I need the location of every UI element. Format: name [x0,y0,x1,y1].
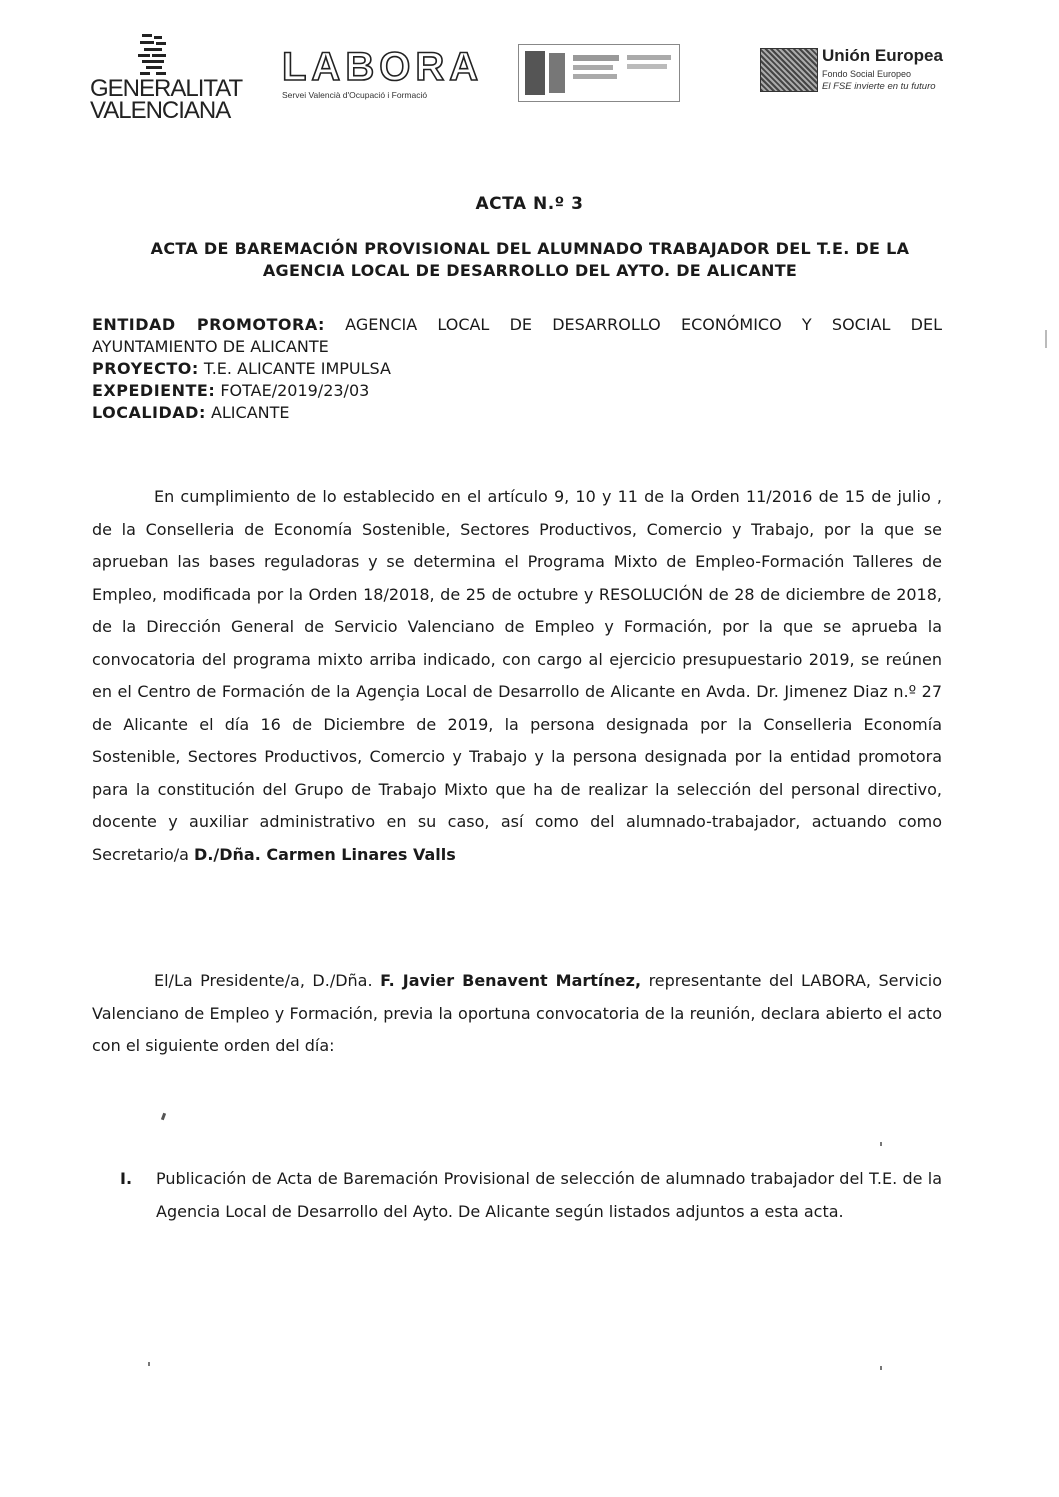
president-name: F. Javier Benavent Martínez, [380,971,642,990]
scan-mark [148,1362,150,1366]
generalitat-emblem-icon [136,32,172,76]
labora-subtitle: Servei Valencià d'Ocupació i Formació [282,90,428,100]
localidad-label: LOCALIDAD: [92,403,206,422]
localidad-value: ALICANTE [210,403,290,422]
labora-wordmark: LABORA [282,45,484,89]
scan-mark [880,1366,882,1370]
eu-flag-icon [760,48,818,92]
proyecto-value: T.E. ALICANTE IMPULSA [203,359,391,378]
ministerio-seal-icon [519,45,679,101]
secretary-name: D./Dña. Carmen Linares Valls [194,844,456,864]
title-line-2: AGENCIA LOCAL DE DESARROLLO DEL AYTO. DE ALICANTE [262,261,798,280]
expediente-value: FOTAE/2019/23/03 [220,381,370,400]
ministerio-logo [518,44,680,102]
entidad-label: ENTIDAD PROMOTORA: [92,315,325,334]
header-logos [0,28,1059,158]
eu-motto: El FSE invierte en tu futuro [822,81,936,92]
president-rest: representante del LABORA, Servicio Valenciano de Empleo y Formación, previa la oportuna convocatoria de la reunión, declara abierto el acto con el siguiente orden del día: [92,971,943,1055]
scan-mark [880,1142,882,1146]
eu-subtitle: Fondo Social Europeo [822,69,912,79]
scan-mark [161,1113,166,1121]
title-line-1: ACTA DE BAREMACIÓN PROVISIONAL DEL ALUMNADO TRABAJADOR DEL T.E. DE LA [150,239,910,258]
metadata-block [92,314,942,424]
generalitat-logo [90,32,243,124]
president-lead: El/La Presidente/a, D./Dña. [154,971,373,990]
entidad-value: AGENCIA LOCAL DE DESARROLLO ECONÓMICO Y SOCIAL DEL [345,315,942,334]
proyecto-row [92,358,942,380]
generalitat-wordmark [90,75,243,124]
scan-mark [1045,330,1047,348]
document-title [90,238,970,282]
list-item [92,1163,942,1228]
paragraph-president [92,965,942,1063]
acta-number: ACTA N.º 3 [475,194,584,214]
agenda-item-number: I. [120,1169,133,1188]
agenda-list [92,1163,942,1228]
expediente-label: EXPEDIENTE: [92,381,216,400]
entidad-value-cont: AYUNTAMIENTO DE ALICANTE [92,337,329,356]
expediente-row [92,380,942,402]
localidad-row [92,402,942,424]
labora-logo [282,45,484,100]
proyecto-label: PROYECTO: [92,359,199,378]
generalitat-line-2: VALENCIANA [90,97,231,124]
agenda-item-text: Publicación de Acta de Baremación Provisional de selección de alumnado trabajador del T.E. de la Agencia Local de Desarrollo del Ayto. De Alicante según listados adjuntos a esta acta. [156,1169,942,1221]
entidad-row [92,314,942,336]
paragraph-convocatoria [92,481,942,871]
eu-title: Unión Europea [822,46,943,65]
paragraph-convocatoria-text: En cumplimiento de lo establecido en el artículo 9, 10 y 11 de la Orden 11/2016 de 15 de julio , de la Conselleria de Economía Sostenible, Sectores Productivos, Comercio y Trabajo, por la que se aprueban las bases reguladoras y se determina el Programa Mixto de Empleo-Formación Talleres de Empleo, modificada por la Orden 18/2018, de 25 de octubre y RESOLUCIÓN de 28 de diciembre de 2018, de la Dirección General de Servicio Valenciano de Empleo y Formación, por la que se aprueba la convocatoria del programa mixto arriba indicado, con cargo al ejercicio presupuestario 2019, se reúnen en el Centro de Formación de la Agençia Local de Desarrollo de Alicante en Avda. Dr. Jimenez Diaz n.º 27 de Alicante el día 16 de Diciembre de 2019, la persona designada por la Conselleria Economía Sostenible, Sectores Productivos, Comercio y Trabajo y la persona designada por la entidad promotora para la constitución del Grupo de Trabajo Mixto que ha de realizar la selección del personal directivo, docente y auxiliar administrativo en su caso, así como del alumnado-trabajador, actuando como Secretario/a [92,487,942,864]
generalitat-line-1: GENERALITAT [90,75,243,102]
